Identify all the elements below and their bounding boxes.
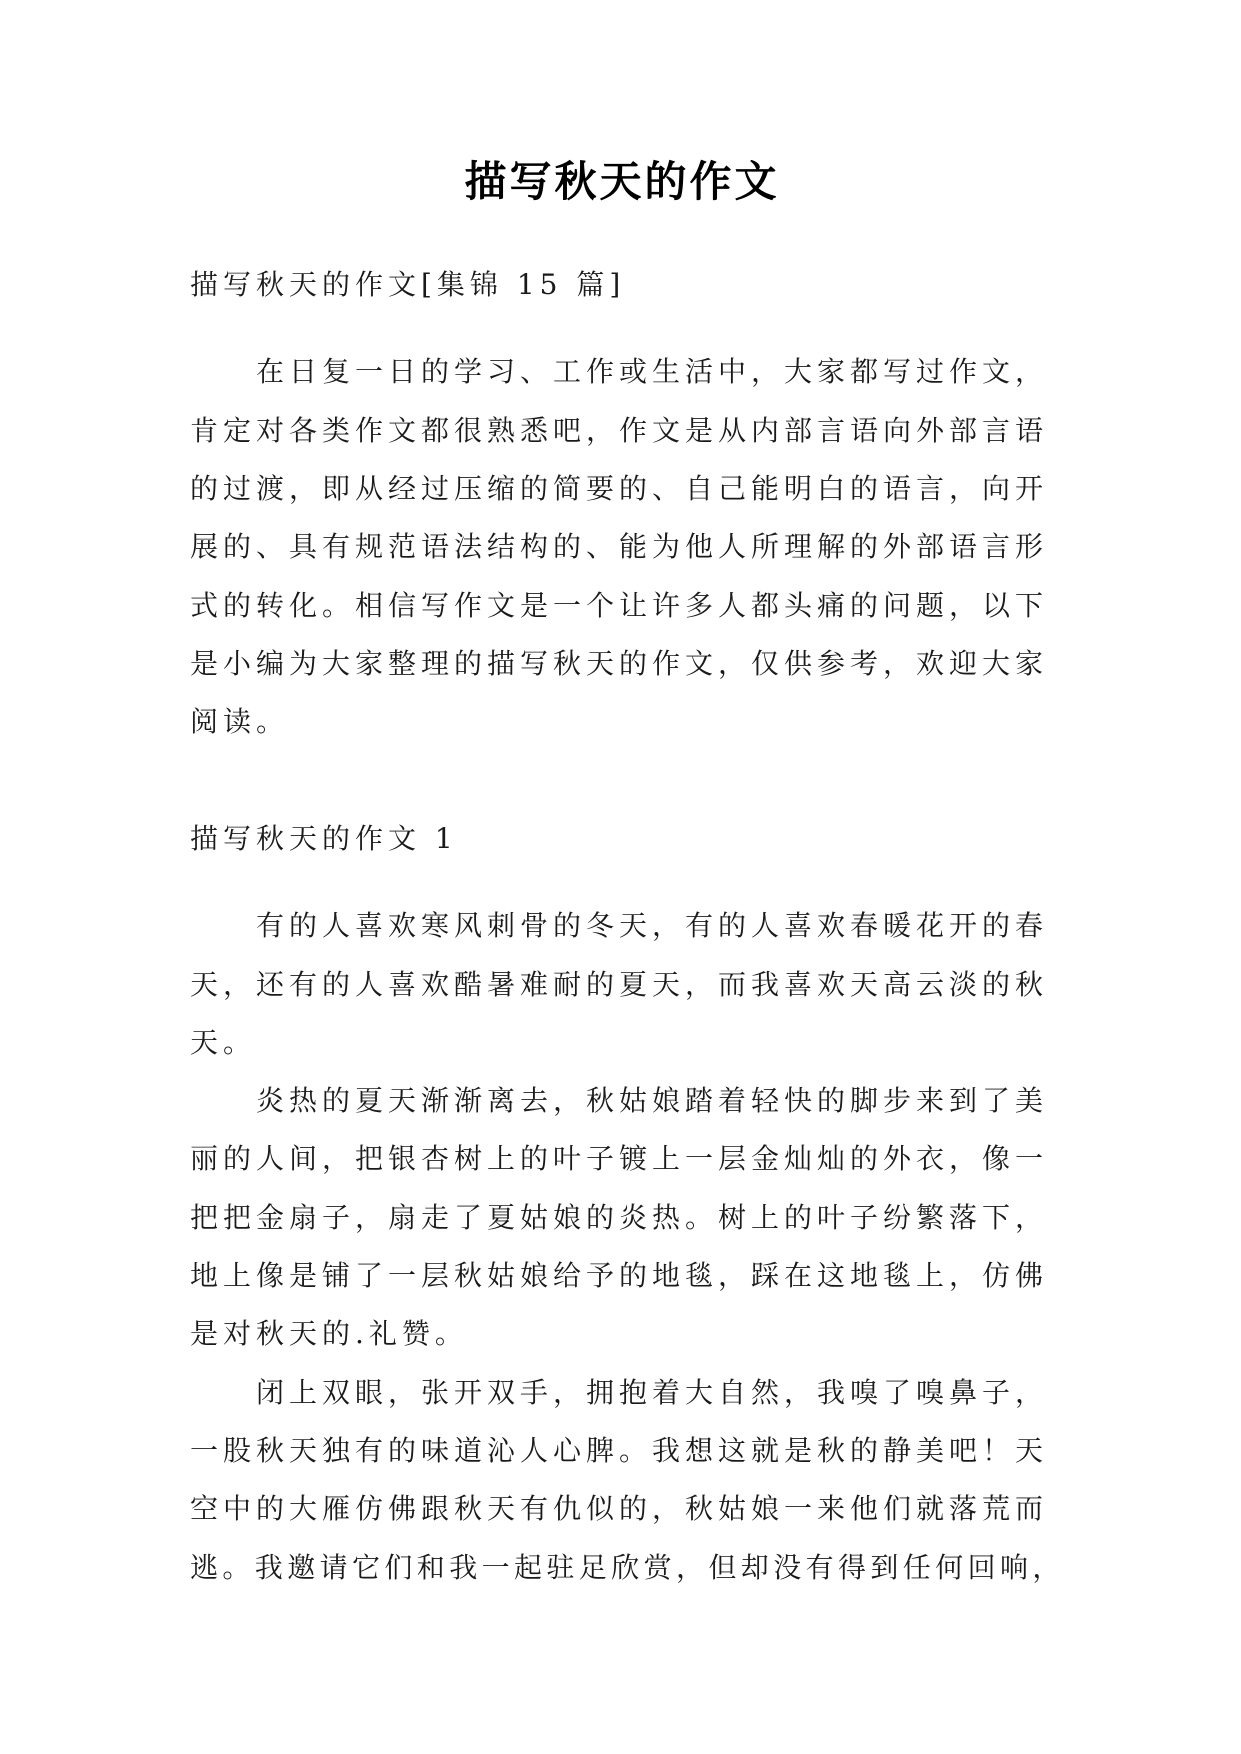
- paragraph-line: 闭上双眼，张开双手，拥抱着大自然，我嗅了嗅鼻子，: [256, 1375, 1049, 1409]
- document-body: [190, 256, 1090, 1597]
- paragraph-line: 丽的人间，把银杏树上的叶子镀上一层金灿灿的外衣，像一: [190, 1142, 1049, 1176]
- document-title: 描写秋天的作文: [464, 157, 780, 206]
- essay-paragraph: [190, 897, 1090, 1072]
- paragraph-line: 一股秋天独有的味道沁人心脾。我想这就是秋的静美吧！天: [190, 1433, 1049, 1467]
- paragraph-line: 展的、具有规范语法结构的、能为他人所理解的外部语言形: [190, 530, 1049, 564]
- paragraph-line: 逃。我邀请它们和我一起驻足欣赏，但却没有得到任何回响，: [190, 1550, 1065, 1584]
- paragraph-line: 是对秋天的.礼赞。: [190, 1317, 468, 1351]
- paragraph-line: 天，还有的人喜欢酷暑难耐的夏天，而我喜欢天高云淡的秋: [190, 967, 1049, 1001]
- essay-heading: 描写秋天的作文 1: [190, 821, 458, 855]
- paragraph-line: 天。: [190, 1025, 257, 1059]
- collection-heading: 描写秋天的作文[集锦 15 篇]: [190, 268, 626, 301]
- paragraph-line: 地上像是铺了一层秋姑娘给予的地毯，踩在这地毯上，仿佛: [190, 1259, 1049, 1293]
- paragraph-line: 把把金扇子，扇走了夏姑娘的炎热。树上的叶子纷繁落下，: [190, 1200, 1049, 1234]
- paragraph-line: 空中的大雁仿佛跟秋天有仇似的，秋姑娘一来他们就落荒而: [190, 1492, 1049, 1526]
- essay-paragraph: [190, 1364, 1090, 1597]
- paragraph-line: 的过渡，即从经过压缩的简要的、自己能明白的语言，向开: [190, 472, 1049, 506]
- paragraph-line: 肯定对各类作文都很熟悉吧，作文是从内部言语向外部言语: [190, 413, 1049, 447]
- paragraph-line: 有的人喜欢寒风刺骨的冬天，有的人喜欢春暖花开的春: [256, 909, 1049, 943]
- paragraph-line: 在日复一日的学习、工作或生活中，大家都写过作文，: [256, 355, 1049, 389]
- intro-paragraph: [190, 343, 1090, 751]
- paragraph-line: 式的转化。相信写作文是一个让许多人都头痛的问题，以下: [190, 588, 1049, 622]
- paragraph-line: 阅读。: [190, 705, 290, 739]
- paragraph-line: 炎热的夏天渐渐离去，秋姑娘踏着轻快的脚步来到了美: [256, 1084, 1049, 1118]
- essay-paragraph: [190, 1072, 1090, 1363]
- paragraph-line: 是小编为大家整理的描写秋天的作文，仅供参考，欢迎大家: [190, 646, 1049, 680]
